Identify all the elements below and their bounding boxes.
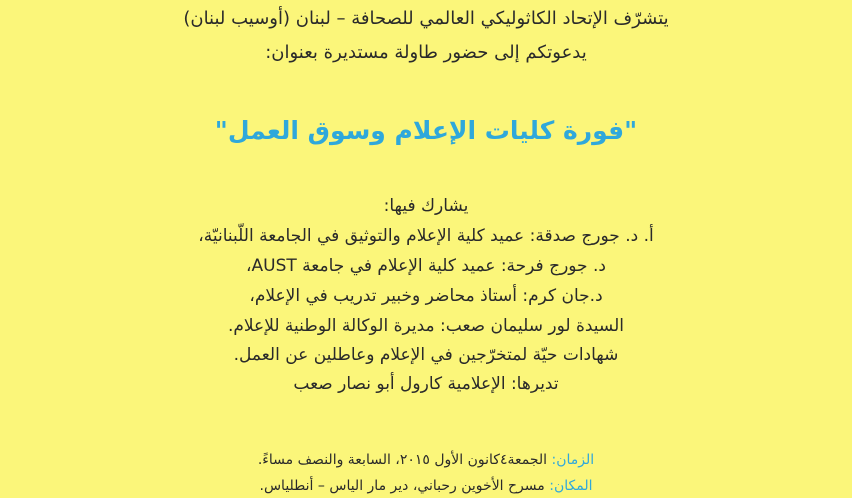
header-line-2: يدعوتكم إلى حضور طاولة مستديرة بعنوان: xyxy=(265,42,587,63)
participant-item: د.جان كرم: أستاذ محاضر وخبير تدريب في الإعلام، xyxy=(249,286,603,306)
participant-item: أ. د. جورج صدقة: عميد كلية الإعلام والتوثيق في الجامعة اللّبنانيّة، xyxy=(198,226,654,246)
event-place xyxy=(0,478,852,494)
participant-item: السيدة لور سليمان صعب: مديرة الوكالة الوطنية للإعلام. xyxy=(227,316,624,336)
place-value: مسرح الأخوين رحباني، دير مار الياس – أنطلياس. xyxy=(259,478,545,494)
moderator-line: تديرها: الإعلامية كارول أبو نصار صعب xyxy=(293,374,559,394)
event-time xyxy=(0,452,852,468)
participant-item: د. جورج فرحة: عميد كلية الإعلام في جامعة AUST، xyxy=(246,256,606,276)
participant-item: شهادات حيّة لمتخرّجين في الإعلام وعاطلين عن العمل. xyxy=(233,345,619,365)
event-title: "فورة كليات الإعلام وسوق العمل" xyxy=(214,116,638,145)
place-label: المكان: xyxy=(549,478,593,494)
time-value: الجمعة٤كانون الأول ٢٠١٥، السابعة والنصف مساءً. xyxy=(257,452,548,468)
header-line-1: يتشرّف الإتحاد الكاثوليكي العالمي للصحافة – لبنان (أوسيب لبنان) xyxy=(183,8,669,29)
time-label: الزمان: xyxy=(551,452,595,468)
participants-intro: يشارك فيها: xyxy=(383,196,469,216)
